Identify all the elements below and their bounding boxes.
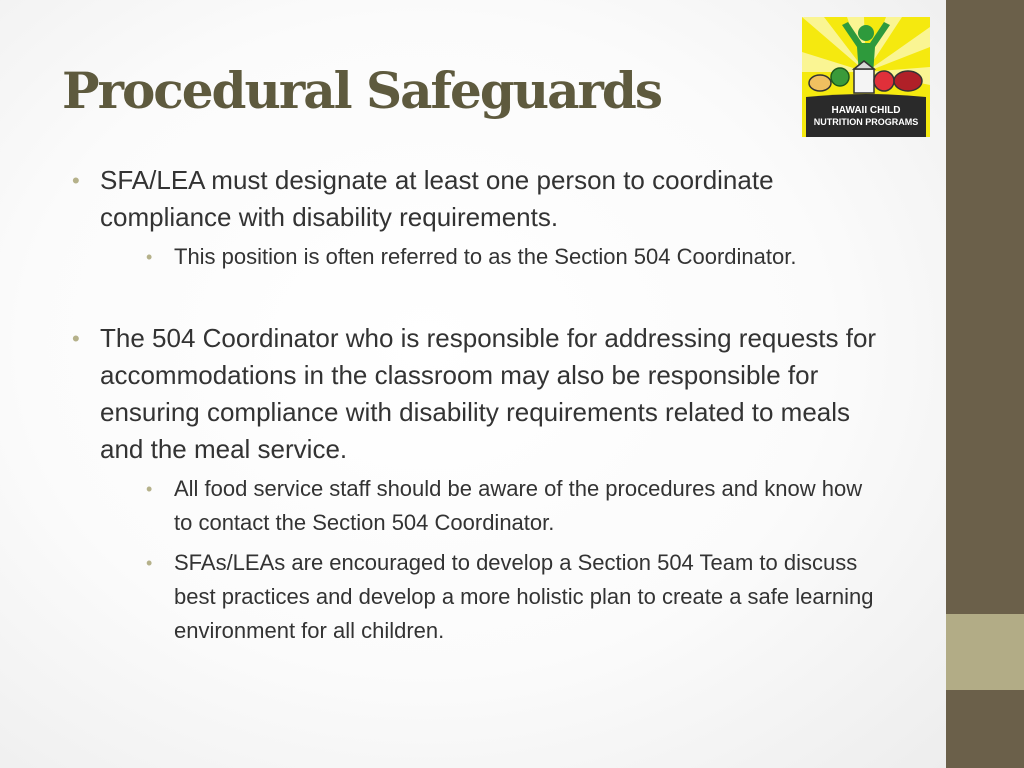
sub-bullet-dot-icon: •: [146, 479, 153, 499]
slide-title: Procedural Safeguards: [62, 61, 661, 120]
logo-text-line1: HAWAII CHILD: [831, 105, 901, 116]
sub-bullet-item: [146, 546, 880, 648]
bullet-item: [72, 162, 880, 236]
bullet-text: The 504 Coordinator who is responsible for addressing requests for accommodations in the classroom may also be responsible for ensuring compliance with disability requirements related to meals and the meal service.: [100, 323, 877, 464]
sub-bullet-dot-icon: •: [146, 247, 153, 267]
spacer: [72, 274, 880, 320]
side-bar-accent: [946, 614, 1024, 690]
bullet-dot-icon: •: [72, 326, 80, 351]
sub-bullet-dot-icon: •: [146, 553, 153, 573]
sub-bullet-text: This position is often referred to as the Section 504 Coordinator.: [174, 244, 797, 269]
sub-bullet-text: All food service staff should be aware of the procedures and know how to contact the Section 504 Coordinator.: [174, 476, 863, 535]
bullet-text: SFA/LEA must designate at least one person to coordinate compliance with disability requirements.: [100, 165, 774, 232]
sub-bullet-item: [146, 240, 880, 274]
hawaii-child-nutrition-logo: [802, 17, 930, 137]
slide-content: [72, 162, 880, 648]
bullet-item: [72, 320, 880, 468]
sub-bullet-text: SFAs/LEAs are encouraged to develop a Section 504 Team to discuss best practices and develop a more holistic plan to create a safe learning environment for all children.: [174, 550, 874, 643]
logo-text-line2: NUTRITION PROGRAMS: [813, 117, 919, 127]
sub-bullet-item: [146, 472, 880, 540]
bullet-dot-icon: •: [72, 168, 80, 193]
side-decoration-bar: [946, 0, 1024, 768]
